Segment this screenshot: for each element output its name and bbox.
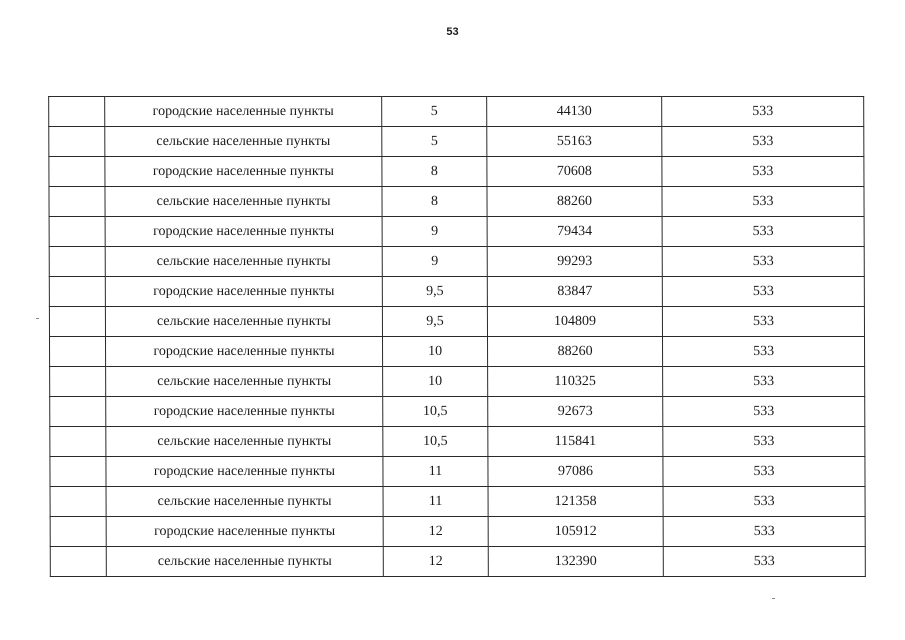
value3-cell: 533: [663, 517, 865, 547]
value2-cell: 97086: [488, 457, 663, 487]
value2-cell: 79434: [487, 217, 662, 247]
value2-cell: 83847: [487, 277, 662, 307]
value1-cell: 12: [383, 517, 488, 547]
data-table: [48, 96, 866, 577]
value3-cell: 533: [663, 337, 865, 367]
value2-cell: 105912: [488, 517, 663, 547]
value3-cell: 533: [663, 547, 865, 577]
settlement-type-cell: сельские населенные пункты: [106, 487, 383, 517]
value3-cell: 533: [663, 457, 865, 487]
value3-cell: 533: [662, 217, 864, 247]
value2-cell: 92673: [488, 397, 663, 427]
value2-cell: 110325: [488, 367, 663, 397]
value3-cell: 533: [662, 157, 864, 187]
row-marker-cell: [49, 217, 105, 247]
settlement-type-cell: сельские населенные пункты: [106, 427, 383, 457]
value1-cell: 9: [382, 247, 487, 277]
table-row: [49, 187, 864, 217]
row-marker-cell: [49, 247, 105, 277]
row-marker-cell: [50, 397, 106, 427]
settlement-type-cell: сельские населенные пункты: [106, 547, 383, 577]
settlement-type-cell: городские населенные пункты: [105, 97, 382, 127]
settlement-type-cell: сельские населенные пункты: [105, 127, 382, 157]
row-marker-cell: [50, 547, 106, 577]
value2-cell: 104809: [487, 307, 662, 337]
table-row: [50, 457, 865, 487]
value3-cell: 533: [663, 397, 865, 427]
settlement-type-cell: городские населенные пункты: [106, 517, 383, 547]
value1-cell: 9,5: [382, 307, 487, 337]
row-marker-cell: [50, 337, 106, 367]
table-row: [50, 547, 865, 577]
value2-cell: 44130: [487, 97, 662, 127]
value2-cell: 99293: [487, 247, 662, 277]
value2-cell: 88260: [487, 187, 662, 217]
settlement-type-cell: сельские населенные пункты: [105, 307, 382, 337]
row-marker-cell: [50, 457, 106, 487]
table-row: [49, 97, 864, 127]
table-row: [50, 337, 865, 367]
row-marker-cell: [50, 487, 106, 517]
table-row: [49, 277, 864, 307]
value3-cell: 533: [662, 277, 864, 307]
settlement-type-cell: сельские населенные пункты: [106, 367, 383, 397]
table-row: [50, 517, 865, 547]
row-marker-cell: [49, 157, 105, 187]
value1-cell: 5: [382, 127, 487, 157]
value1-cell: 10,5: [383, 397, 488, 427]
value2-cell: 115841: [488, 427, 663, 457]
settlement-type-cell: городские населенные пункты: [106, 337, 383, 367]
settlement-type-cell: сельские населенные пункты: [105, 187, 382, 217]
value1-cell: 11: [383, 487, 488, 517]
table-row: [49, 307, 864, 337]
value1-cell: 12: [383, 547, 488, 577]
row-marker-cell: [49, 127, 105, 157]
value3-cell: 533: [662, 307, 864, 337]
table-row: [50, 367, 865, 397]
value3-cell: 533: [663, 427, 865, 457]
row-marker-cell: [49, 97, 105, 127]
settlement-type-cell: городские населенные пункты: [105, 217, 382, 247]
table-row: [49, 157, 864, 187]
table-row: [50, 487, 865, 517]
value1-cell: 5: [382, 97, 487, 127]
row-marker-cell: [50, 427, 106, 457]
value1-cell: 8: [382, 157, 487, 187]
table-row: [50, 397, 865, 427]
value1-cell: 8: [382, 187, 487, 217]
page-number: 53: [446, 26, 459, 38]
value1-cell: 10: [383, 367, 488, 397]
value2-cell: 121358: [488, 487, 663, 517]
value3-cell: 533: [662, 187, 864, 217]
scan-speck: [772, 598, 775, 599]
value1-cell: 10: [383, 337, 488, 367]
value3-cell: 533: [662, 97, 864, 127]
value1-cell: 9: [382, 217, 487, 247]
value1-cell: 9,5: [382, 277, 487, 307]
table-row: [49, 127, 864, 157]
value3-cell: 533: [663, 367, 865, 397]
value2-cell: 132390: [488, 547, 663, 577]
row-marker-cell: [50, 517, 106, 547]
value3-cell: 533: [662, 247, 864, 277]
value1-cell: 10,5: [383, 427, 488, 457]
scan-speck: [36, 318, 39, 319]
table-row: [49, 247, 864, 277]
settlement-type-cell: городские населенные пункты: [106, 457, 383, 487]
table-row: [50, 427, 865, 457]
table-row: [49, 217, 864, 247]
settlement-type-cell: сельские населенные пункты: [105, 247, 382, 277]
table-body: [49, 97, 866, 577]
row-marker-cell: [49, 277, 105, 307]
value2-cell: 88260: [488, 337, 663, 367]
settlement-type-cell: городские населенные пункты: [106, 397, 383, 427]
value2-cell: 70608: [487, 157, 662, 187]
value3-cell: 533: [662, 127, 864, 157]
value2-cell: 55163: [487, 127, 662, 157]
settlement-type-cell: городские населенные пункты: [105, 277, 382, 307]
value3-cell: 533: [663, 487, 865, 517]
value1-cell: 11: [383, 457, 488, 487]
row-marker-cell: [49, 187, 105, 217]
settlement-type-cell: городские населенные пункты: [105, 157, 382, 187]
row-marker-cell: [50, 367, 106, 397]
row-marker-cell: [49, 307, 105, 337]
